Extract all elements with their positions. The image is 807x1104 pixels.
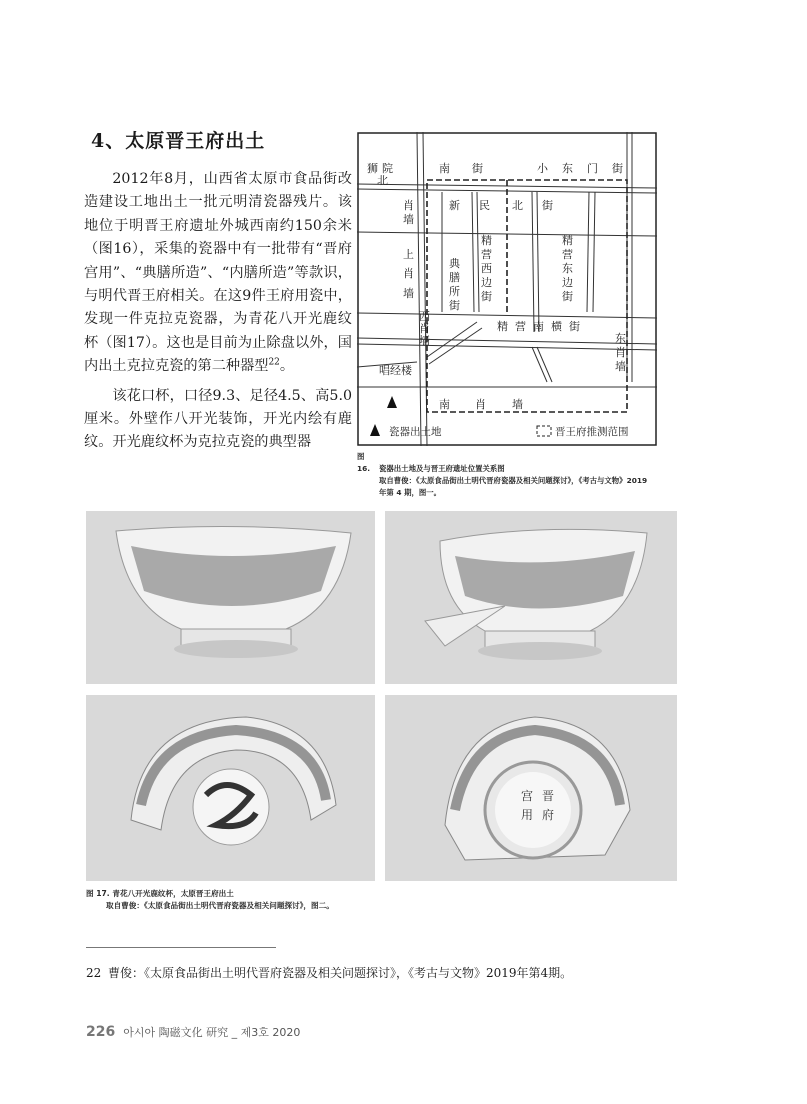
map-label: 肖 [615, 346, 626, 359]
map-label: 街 [449, 299, 460, 312]
map-label: 街 [612, 162, 623, 175]
bowl-mark-char: 用 [521, 808, 534, 822]
map-label: 所 [449, 285, 460, 298]
map-label: 东 [562, 262, 573, 275]
map-label: 南 [439, 162, 450, 175]
map-label: 上 [403, 248, 414, 261]
map-label: 小 [537, 162, 548, 175]
bowl-mark-char: 府 [542, 808, 555, 822]
map-label: 南 [533, 320, 544, 333]
map-label: 北 [377, 174, 388, 187]
bowl-photo-interior [86, 695, 375, 881]
map-label: 营 [562, 248, 573, 261]
paragraph-2: 该花口杯，口径9.3、足径4.5、高5.0厘米。外壁作八开光装饰，开光内绘有鹿纹。开光鹿纹杯为克拉克瓷的典型器 [84, 387, 352, 451]
map-label: 南 [439, 398, 450, 411]
footnote-divider [86, 947, 276, 948]
map-label: 膳 [449, 271, 460, 284]
map-label: 精 [497, 320, 508, 333]
map-label: 墙 [403, 287, 414, 300]
map-label: 新 [449, 199, 460, 212]
body-text [84, 168, 352, 455]
map-label: 肖 [475, 398, 486, 411]
figure-17-caption: 图 17. 青花八开光鹿纹杯，太原晋王府出土 取自曹俊：《太原食品街出土明代晋府瓷器及相关问题探讨》，图二。 [86, 889, 334, 910]
map-label: 院 [382, 162, 393, 175]
bowl-photo-side-right [385, 511, 677, 684]
bowl-photo-side-left [86, 511, 375, 684]
map-label: 西 [419, 310, 430, 323]
map-label: 民 [479, 199, 490, 212]
bowl-mark-char: 宫 [521, 789, 534, 803]
map-label: 门 [587, 162, 598, 175]
footnote-ref[interactable]: 22 [268, 357, 280, 368]
paragraph-1: 2012年8月，山西省太原市食品街改造建设工地出土一批元明清瓷器残片。该地位于明晋王府遗址外城西南约150余米（图16），采集的瓷器中有一批带有“晋府宫用”、“典膳所造”、“内膳所造”等款识，与明代晋王府相关。在这9件王府用瓷中，发现一件克拉克瓷器，为青花八开光鹿纹杯（图17）。这也是目前为止除盘以外，国内出土克拉克瓷的第二种器型$^{22}$。 [84, 171, 352, 375]
map-label: 营 [515, 320, 526, 333]
map-label: 街 [472, 162, 483, 175]
map-label: 典 [449, 257, 460, 270]
map-label: 营 [481, 248, 492, 261]
page-number: 226 [86, 1024, 116, 1040]
map-label: 墙 [512, 398, 523, 411]
map-label: 墙 [419, 334, 430, 347]
location-map [357, 132, 657, 446]
map-label: 街 [562, 290, 573, 303]
map-label: 边 [562, 276, 573, 289]
map-label: 唱经楼 [379, 364, 412, 377]
figure-16-caption: 图 16. 瓷器出土地及与晋王府遗址位置关系图 取自曹俊：《太原食品街出土明代晋府瓷器及相关问题探讨》，《考古与文物》2019 年第 4 期，图一。 [357, 452, 648, 497]
map-label: 横 [551, 320, 562, 333]
map-label: 肖 [419, 322, 430, 335]
map-label: 边 [481, 276, 492, 289]
map-label: 墙 [403, 213, 414, 226]
page-footer [86, 1024, 300, 1040]
journal-name: 아시아 陶磁文化 研究 _ 제3호 2020 [123, 1026, 301, 1039]
map-label: 精 [562, 234, 573, 247]
map-label: 街 [542, 199, 553, 212]
map-label: 东 [562, 162, 573, 175]
legend-site-label: 瓷器出土地 [389, 426, 442, 438]
map-label: 北 [512, 199, 523, 212]
map-label: 墙 [615, 360, 626, 373]
map-label: 街 [569, 320, 580, 333]
footnote: 22 曹俊：《太原食品街出土明代晋府瓷器及相关问题探讨》，《考古与文物》2019年第4期。 [86, 966, 573, 980]
section-heading: 4、太原晋王府出土 [91, 130, 266, 152]
map-label: 西 [481, 262, 492, 275]
map-label: 东 [615, 332, 626, 345]
map-label: 精 [481, 234, 492, 247]
map-label: 肖 [403, 267, 414, 280]
bowl-photo-base [385, 695, 677, 881]
bowl-mark-char: 晋 [542, 789, 555, 803]
map-label: 肖 [403, 199, 414, 212]
map-label: 狮 [367, 162, 378, 175]
map-label: 街 [481, 290, 492, 303]
legend-range-label: 晋王府推测范围 [555, 426, 629, 438]
